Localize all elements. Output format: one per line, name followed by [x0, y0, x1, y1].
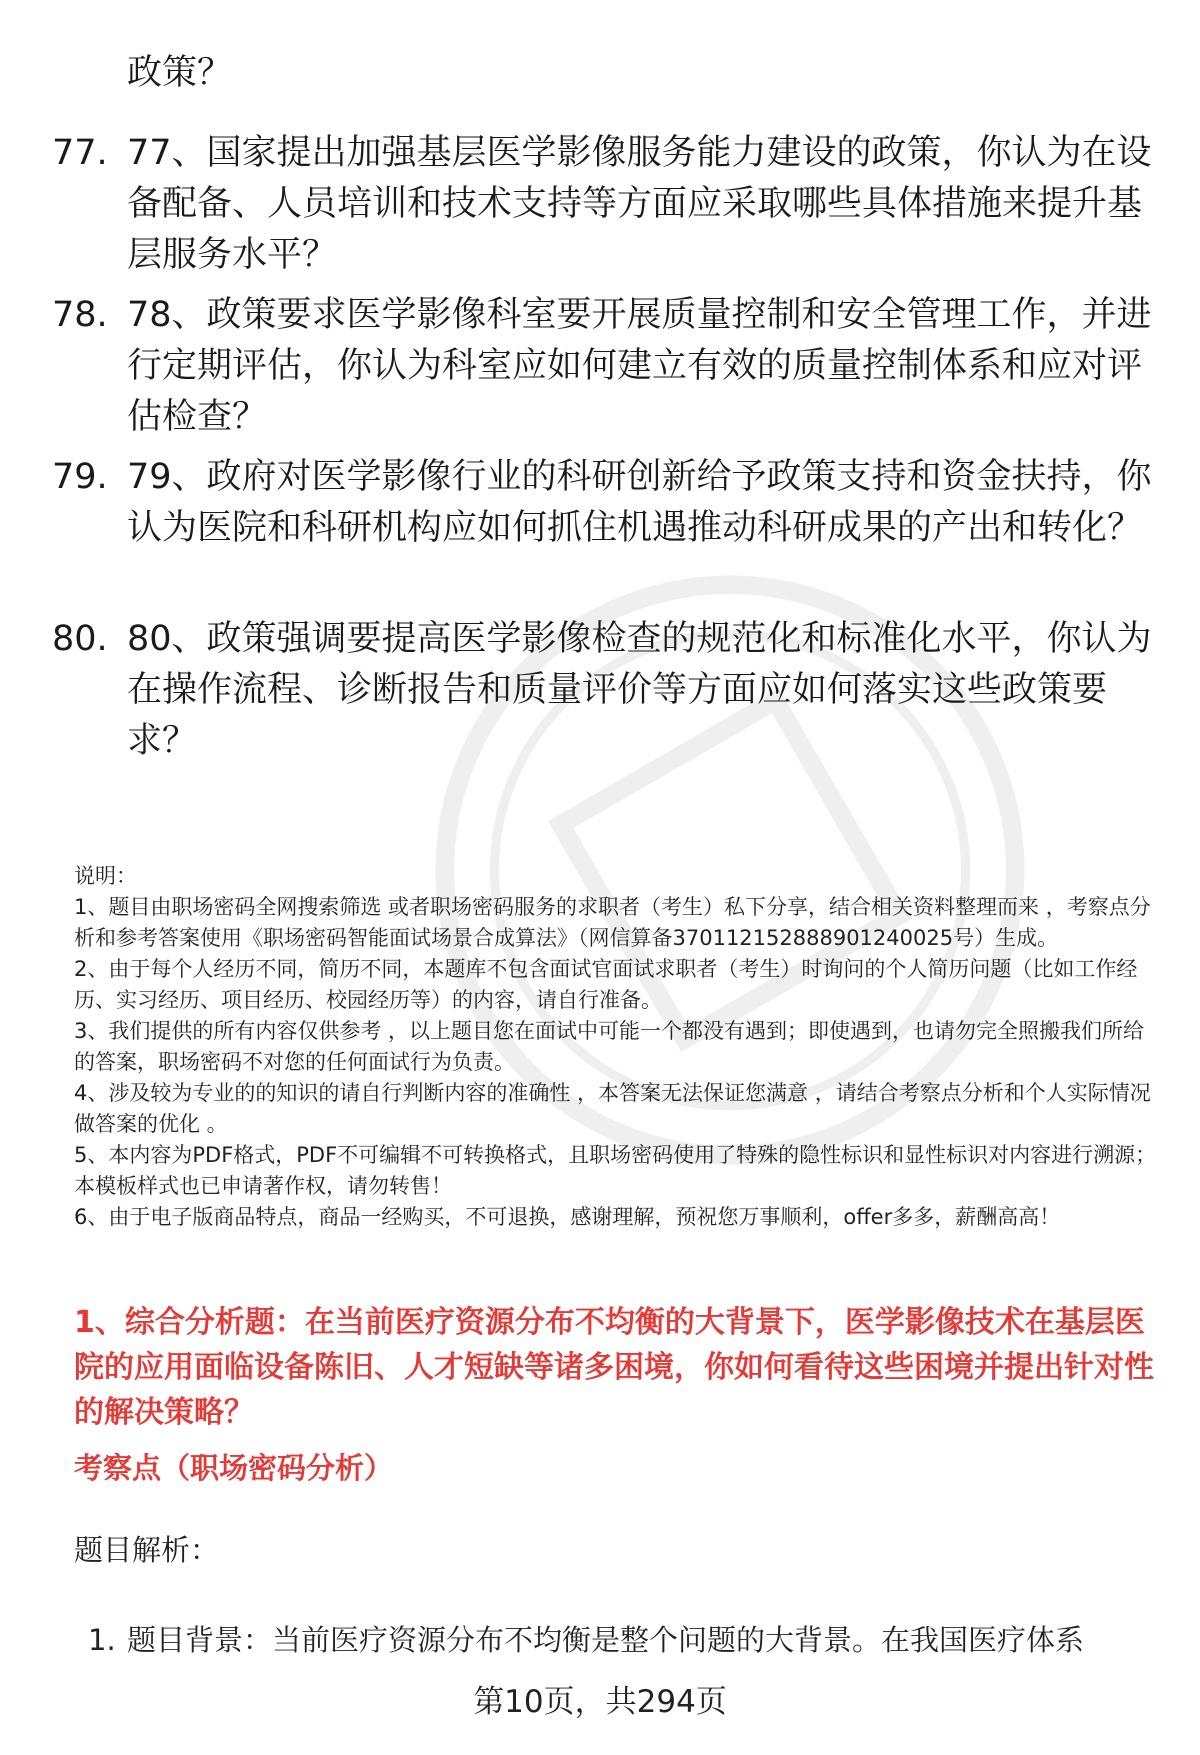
- page-number-footer: 第10页，共294页: [473, 1684, 727, 1720]
- analysis-question-title: 1、综合分析题：在当前医疗资源分布不均衡的大背景下，医学影像技术在基层医院的应用面临设备陈旧、人才短缺等诸多困境，你如何看待这些困境并提出针对性的解决策略？: [74, 1305, 1154, 1430]
- question-number: 79.: [52, 457, 108, 497]
- list-item-number: 1.: [88, 1623, 116, 1657]
- disclaimer-notes: [74, 861, 1164, 1233]
- note-item: 2、由于每个人经历不同，简历不同，本题库不包含面试官面试求职者（考生）时询问的个人简历问题（比如工作经历、实习经历、项目经历、校园经历等）的内容，请自行准备。: [74, 957, 1138, 1012]
- note-item: 4、涉及较为专业的的知识的请自行判断内容的准确性 ，本答案无法保证您满意 ，请结合考察点分析和个人实际情况做答案的优化 。: [74, 1081, 1151, 1136]
- exam-point-heading: 考察点（职场密码分析）: [74, 1451, 394, 1485]
- note-item: 5、本内容为PDF格式，PDF不可编辑不可转换格式，且职场密码使用了特殊的隐性标识和显性标识对内容进行溯源；本模板样式也已申请著作权，请勿转售！: [74, 1143, 1157, 1198]
- note-item: 3、我们提供的所有内容仅供参考 ，以上题目您在面试中可能一个都没有遇到；即使遇到，也请勿完全照搬我们所给的答案，职场密码不对您的任何面试行为负责。: [74, 1019, 1145, 1074]
- analysis-label: 题目解析：: [74, 1533, 220, 1567]
- question-text: 79、政府对医学影像行业的科研创新给予政策支持和资金扶持，你认为医院和科研机构应如何抓住机遇推动科研成果的产出和转化？: [127, 457, 1152, 548]
- question-number: 78.: [52, 295, 108, 335]
- note-item: 6、由于电子版商品特点，商品一经购买，不可退换，感谢理解，预祝您万事顺利，offer多多，薪酬高高！: [74, 1205, 1061, 1229]
- question-text: 78、政策要求医学影像科室要开展质量控制和安全管理工作，并进行定期评估，你认为科室应如何建立有效的质量控制体系和应对评估检查？: [127, 295, 1152, 437]
- list-item-text: 题目背景：当前医疗资源分布不均衡是整个问题的大背景。在我国医疗体系: [127, 1623, 1085, 1657]
- question-number: 77.: [52, 133, 108, 173]
- question-text: 77、国家提出加强基层医学影像服务能力建设的政策，你认为在设备配备、人员培训和技术支持等方面应采取哪些具体措施来提升基层服务水平？: [127, 133, 1152, 275]
- notes-heading: 说明：: [74, 864, 137, 888]
- question-continuation-text: 政策？: [127, 53, 233, 93]
- note-item: 1、题目由职场密码全网搜索筛选 或者职场密码服务的求职者（考生）私下分享，结合相关资料整理而来 ，考察点分析和参考答案使用《职场密码智能面试场景合成算法》（网信算备370112152888901240025号）生成。: [74, 895, 1151, 950]
- question-text: 80、政策强调要提高医学影像检查的规范化和标准化水平，你认为在操作流程、诊断报告和质量评价等方面应如何落实这些政策要求？: [127, 619, 1152, 761]
- question-number: 80.: [52, 619, 108, 659]
